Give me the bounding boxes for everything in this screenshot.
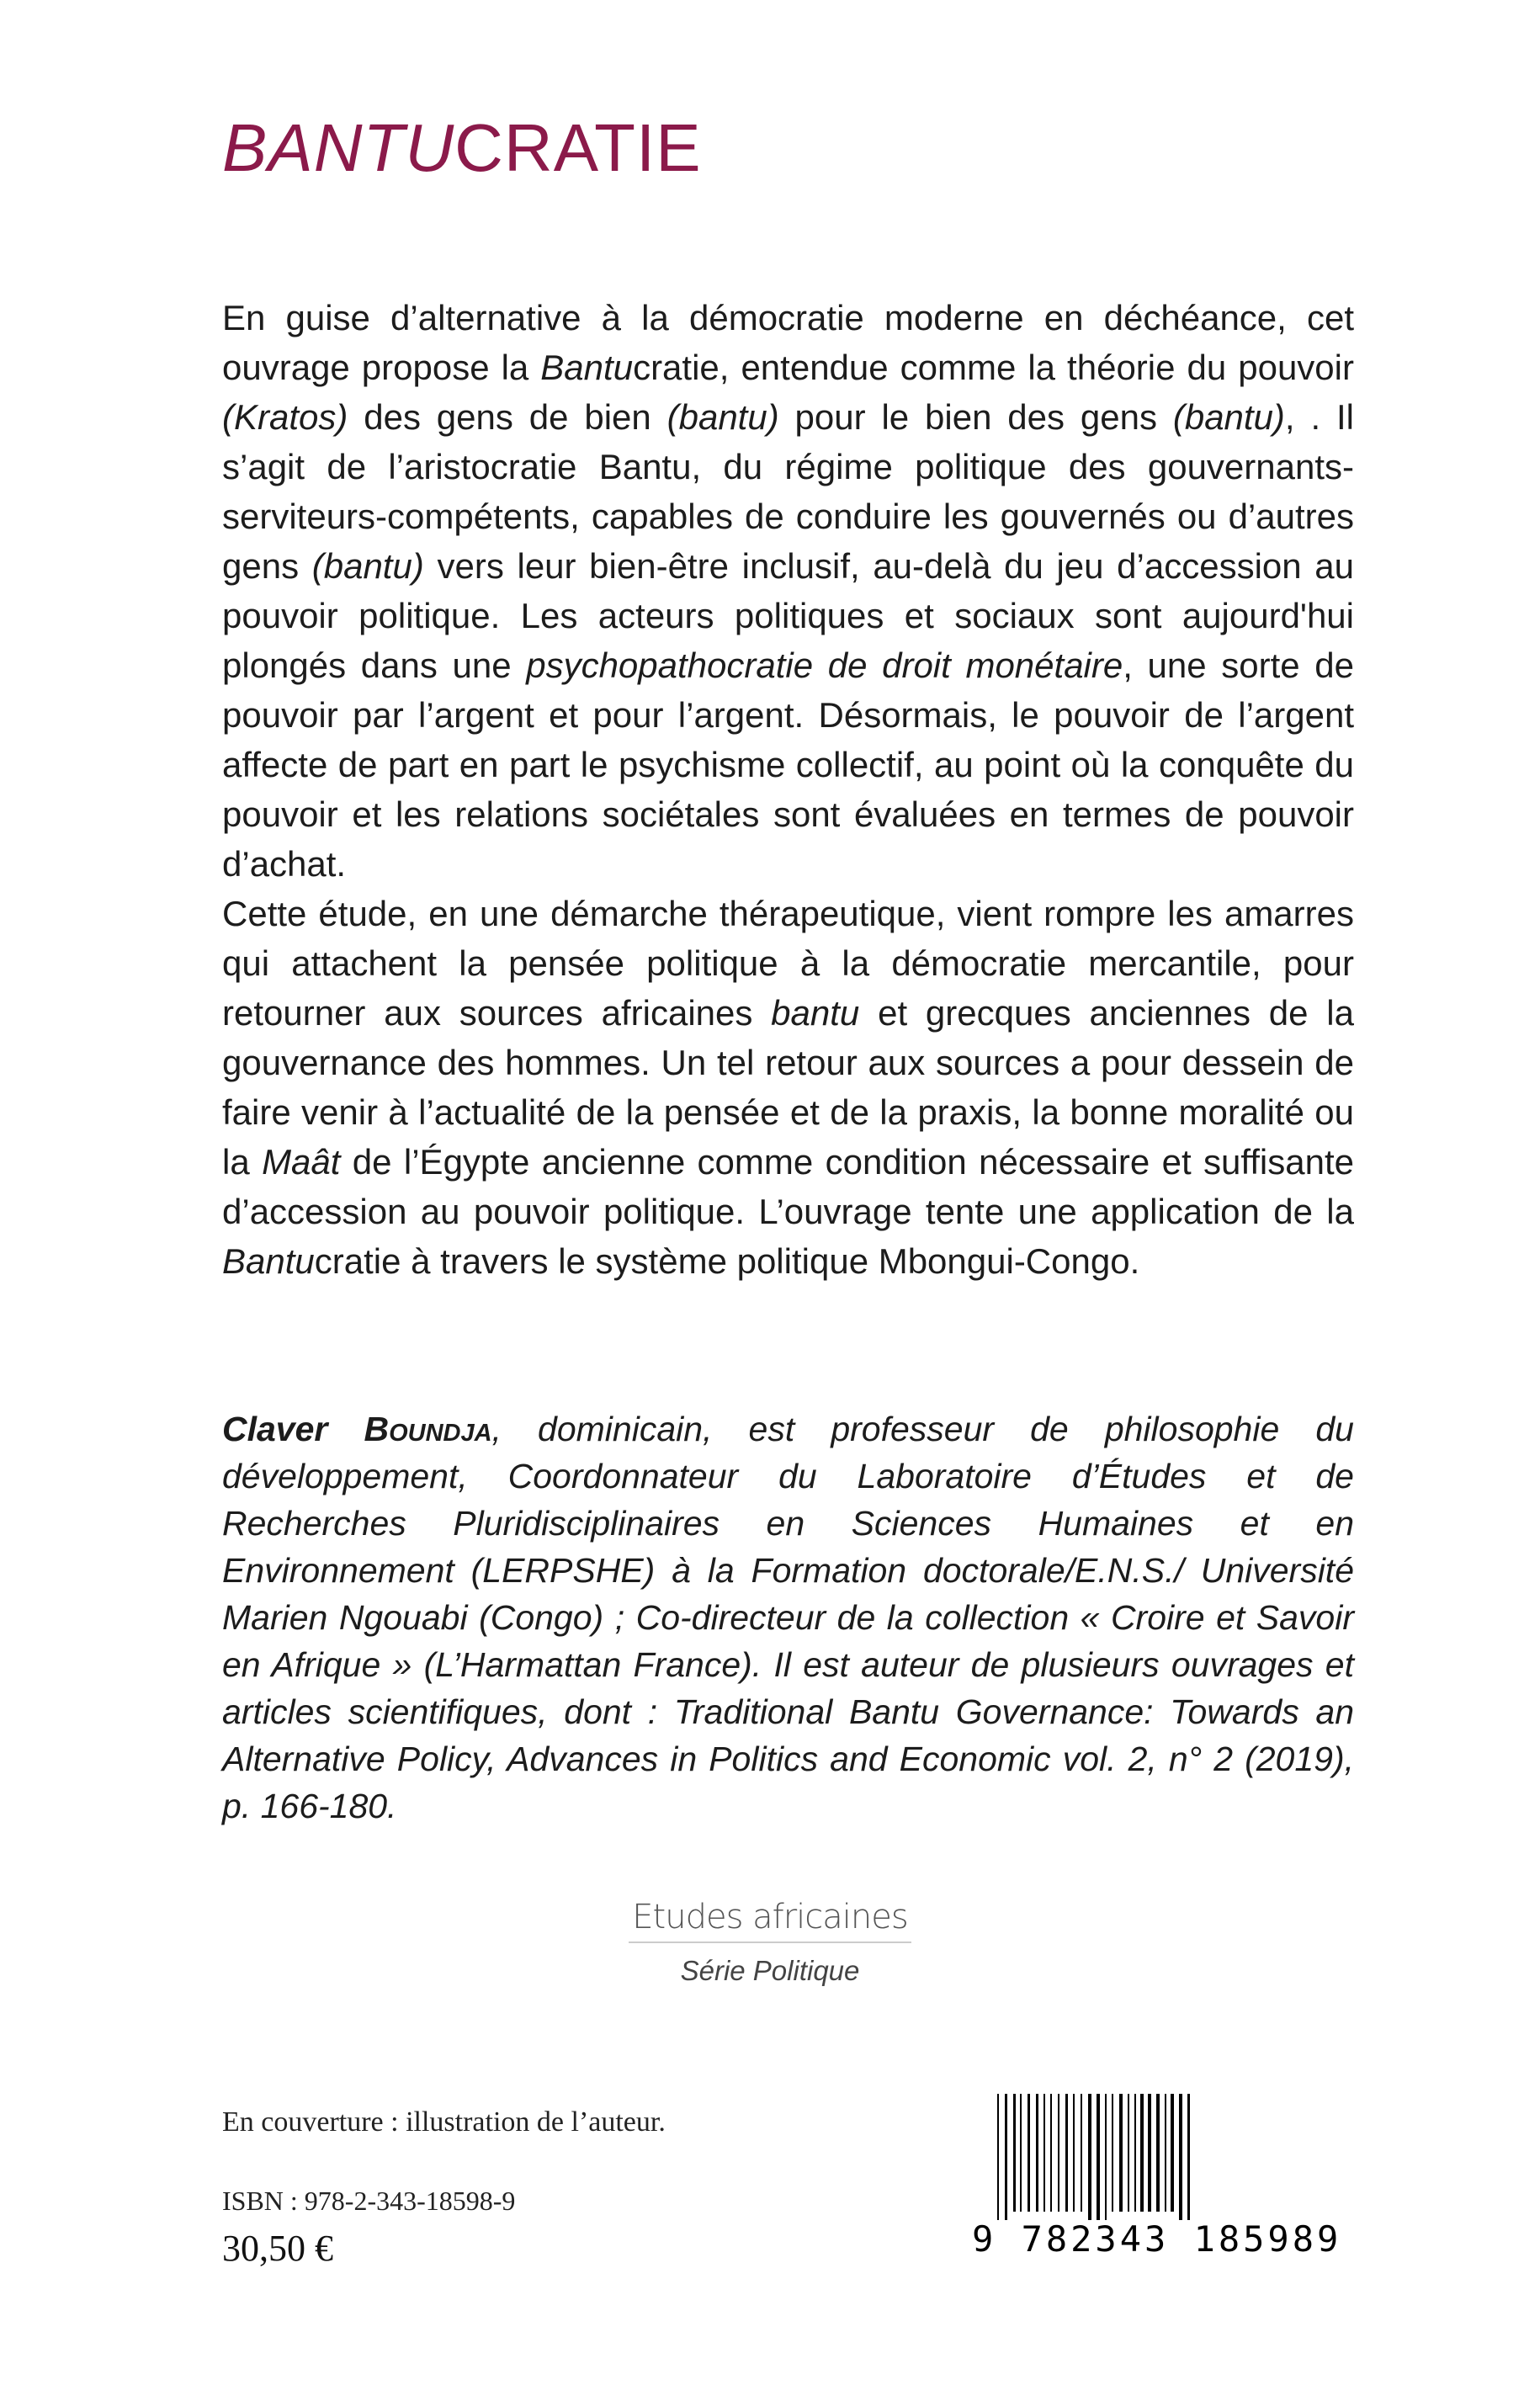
text-segment: Maât <box>262 1142 341 1182</box>
summary-paragraph-1 <box>222 293 1354 889</box>
barcode-bar <box>1148 2094 1151 2212</box>
text-segment: de l’Égypte ancienne comme condition nécessaire et suffisante d’accession au pouvoir politique. L’ouvrage tente une application de la <box>222 1142 1354 1231</box>
cover-credit: En couverture : illustration de l’auteur. <box>222 2106 666 2138</box>
barcode-bar <box>1134 2094 1136 2212</box>
barcode-bars <box>972 2094 1351 2220</box>
barcode-digits: 9 782343 185989 <box>972 2218 1342 2260</box>
barcode-bar <box>1020 2094 1022 2212</box>
barcode-bar <box>1112 2094 1113 2212</box>
barcode-bar <box>1128 2094 1129 2212</box>
text-segment: et grecques anciennes de la gouvernance des hommes. Un tel retour aux sources a pour dessein de faire venir à l’actualité de la pensée et de la praxis, la bonne moralité ou la <box>222 993 1354 1182</box>
barcode-bar <box>1028 2094 1030 2212</box>
text-segment: vers leur bien-être inclusif, au-delà du jeu d’accession au pouvoir politique. Les acteurs politiques et sociaux sont aujourd'hui plongés dans une <box>222 546 1355 685</box>
text-segment: cratie, entendue comme la théorie du pouvoir <box>633 348 1354 387</box>
author-last-name: Boundja <box>364 1410 492 1448</box>
barcode-bar <box>1156 2094 1160 2212</box>
barcode-bar <box>1165 2094 1166 2212</box>
author-first-name: Claver <box>222 1410 364 1448</box>
author-bio-text: , dominicain, est professeur de philosophie du développement, Coordonnateur du Laboratoire d’Études et de Recherches Pluridisciplinaires en Sciences Humaines et en Environnement (LERPSHE) à la Formation doctorale/E.N.S./ Université Marien Ngouabi (Congo) ; Co-directeur de la collection « Croire et Savoir en Afrique » (L’Harmattan France). Il est auteur de plusieurs ouvrages et articles scientifiques, dont : Traditional Bantu Governance: Towards an Alternative Policy, Advances in Politics and Economic vol. 2, n° 2 (2019), p. 166-180. <box>222 1410 1354 1825</box>
text-segment: cratie à travers le système politique Mbongui-Congo. <box>314 1241 1140 1281</box>
barcode-bar <box>1105 2094 1107 2220</box>
barcode-bar <box>997 2094 999 2220</box>
title-italic-part: BANTU <box>222 110 455 185</box>
text-segment: Cette étude, en une démarche thérapeutique, vient rompre les amarres qui attachent la pensée politique à la démocratie mercantile, pour retourner aux sources africaines <box>222 894 1354 1033</box>
barcode-bar <box>1081 2094 1082 2212</box>
text-segment: pour le bien des gens <box>778 397 1173 437</box>
text-segment: Bantu <box>540 348 634 387</box>
barcode-bar <box>1179 2094 1182 2220</box>
text-segment: (bantu) <box>311 546 424 586</box>
text-segment: , . Il s’agit de l’aristocratie Bantu, du régime politique des gouvernants-serviteurs-compétents, capables de conduire les gouvernés ou d’autres gens <box>222 397 1354 586</box>
barcode-bar <box>1050 2094 1052 2212</box>
isbn: ISBN : 978-2-343-18598-9 <box>222 2186 516 2216</box>
book-title <box>222 110 702 185</box>
text-segment: bantu <box>771 993 860 1033</box>
text-segment: (bantu) <box>666 397 779 437</box>
text-segment: En guise d’alternative à la démocratie moderne en déchéance, cet ouvrage propose la <box>222 298 1354 387</box>
author-bio <box>222 1405 1354 1830</box>
text-segment: psychopathocratie de droit monétaire <box>526 645 1123 685</box>
barcode-bar <box>1036 2094 1038 2212</box>
barcode-bar <box>1065 2094 1068 2212</box>
series-subtitle: Série Politique <box>680 1955 860 1986</box>
summary-text <box>222 293 1354 1286</box>
text-segment: (bantu) <box>1172 397 1285 437</box>
text-segment: Bantu <box>222 1241 315 1281</box>
barcode-bar <box>1043 2094 1045 2212</box>
barcode-bar <box>1119 2094 1123 2212</box>
barcode-bar <box>1013 2094 1016 2212</box>
barcode-bar <box>1005 2094 1007 2220</box>
barcode-bar <box>1058 2094 1059 2212</box>
text-segment: , une sorte de pouvoir par l’argent et pour l’argent. Désormais, le pouvoir de l’argent affecte de part en part le psychisme collectif, au point où la conquête du pouvoir et les relations sociétales sont évaluées en termes de pouvoir d’achat. <box>222 645 1355 884</box>
summary-paragraph-2 <box>222 889 1354 1286</box>
barcode-bar <box>1171 2094 1174 2212</box>
barcode-bar <box>1140 2094 1144 2212</box>
barcode-bar <box>1073 2094 1075 2212</box>
text-segment: des gens de bien <box>348 397 667 437</box>
series-block <box>0 1898 1540 1987</box>
title-regular-part: CRATIE <box>454 110 702 185</box>
text-segment: (Kratos) <box>222 397 348 437</box>
series-name: Etudes africaines <box>629 1898 911 1943</box>
barcode-bar <box>1088 2094 1091 2220</box>
price: 30,50 € <box>222 2228 333 2269</box>
barcode-bar <box>1097 2094 1100 2220</box>
barcode-bar <box>1187 2094 1190 2220</box>
